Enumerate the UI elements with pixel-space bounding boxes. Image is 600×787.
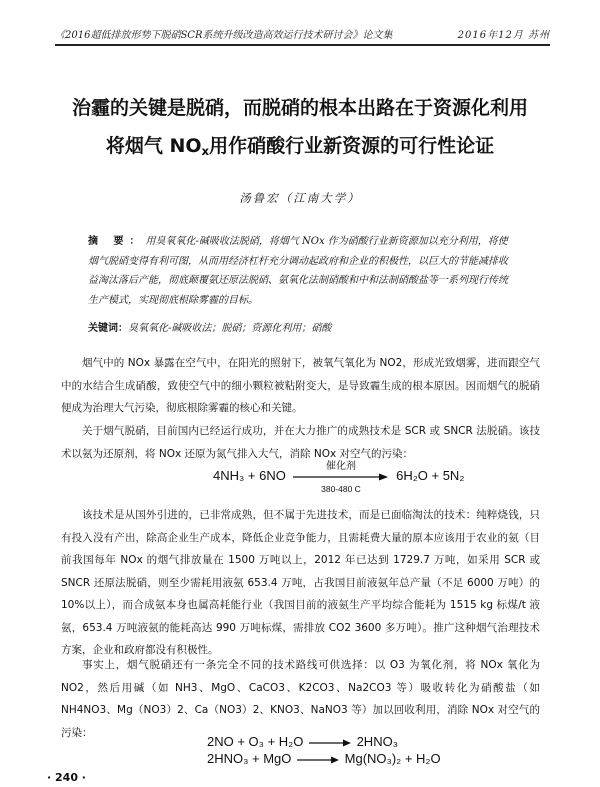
eq1-catalyst: 催化剂 — [325, 460, 356, 472]
body-paragraph-1: 烟气中的 NOx 暴露在空气中，在阳光的照射下，被氧气氧化为 NO2，形成光致烟雾，进而跟空气中的水结合生成硝酸，致使空气中的细小颗粒被粘附变大，是导致霾生成的根本原因。因而烟气的脱硝便成为治理大气污染，彻底根除雾霾的核心和关键。 — [61, 357, 540, 414]
equation-ozone-oxidation — [207, 734, 398, 749]
paper-title-line1: 治霾的关键是脱硝，而脱硝的根本出路在于资源化利用 — [71, 97, 528, 119]
eq3-reactants: 2HNO₃ + MgO — [207, 751, 292, 766]
eq2-products: 2HNO₃ — [356, 734, 398, 749]
eq3-products: Mg(NO₃)₂ + H₂O — [344, 751, 441, 766]
running-header — [55, 26, 550, 46]
abstract-label: 摘 要： — [88, 236, 146, 247]
eq1-reactants: 4NH₃ + 6NO — [213, 468, 286, 483]
title-line2-post: 用作硝酸行业新资源的可行性论证 — [209, 135, 495, 157]
page-number: · 240 · — [47, 771, 86, 784]
keywords — [88, 319, 528, 334]
abstract — [88, 232, 515, 310]
abstract-text: 用臭氧氧化-碱吸收法脱硝，将烟气 NOx 作为硝酸行业新资源加以充分利用，将使烟气脱硝变得有利可图，从而用经济杠杆充分调动起政府和企业的积极性，以巨大的节能减排收益淘汰落后产能，彻底颠覆氨还原法脱硝、氨氧化法制硝酸和中和法制硝酸盐等一系列现行传统生产模式，实现彻底根除雾霾的目标。 — [88, 236, 508, 306]
eq1-products: 6H₂O + 5N₂ — [396, 468, 465, 483]
keywords-label: 关键词： — [88, 323, 128, 334]
equation-scr — [213, 460, 465, 494]
author-affiliation: 汤鲁宏（江南大学） — [239, 191, 361, 205]
reaction-arrow-icon — [309, 739, 351, 747]
reaction-arrow-icon — [297, 756, 339, 764]
header-date: 2016年12月 苏州 — [457, 30, 550, 41]
body-paragraph-3: 该技术是从国外引进的，已非常成熟，但不属于先进技术，而是已面临淘汰的技术：纯粹烧钱，只有投入没有产出，除高企业生产成本，降低企业竞争能力，且需耗费大量的原本应该用于农业的氨（目前我国每年 NOx 的烟气排放量在 1500 万吨以上，2012 年已达到 1729.7 万吨，如采用 SCR 或 SNCR 还原法脱硝，则至少需耗用液氨 653.4 万吨，占我国目前液氨年总产量（不足 6000 万吨）的 10%以上），而合成氨本身也属高耗能行业（我国目前的液氨生产平均综合能耗为 1515 kg 标煤/t 液氨，653.4 万吨液氨的能耗高达 990 万吨标煤，需排放 CO2 3600 多万吨）。推广这种烟气治理技术方案，企业和政府都没有积极性。 — [61, 509, 540, 656]
reaction-arrow-icon — [293, 473, 388, 481]
body-paragraph-2: 关于烟气脱硝，目前国内已经运行成功，并在大力推广的成熟技术是 SCR 或 SNCR 法脱硝。该技术以氨为还原剂，将 NOx 还原为氮气排入大气，消除 NOx 对空气的污染： — [61, 425, 540, 460]
eq1-temperature: 380-480 C — [321, 483, 361, 494]
title-line2-sub: x — [201, 143, 210, 158]
eq2-reactants: 2NO + O₃ + H₂O — [207, 734, 304, 749]
header-proceedings: 《2016超低排放形势下脱硝SCR系统升级改造高效运行技术研讨会》论文集 — [55, 30, 393, 41]
equation-mgo-absorption — [207, 751, 441, 766]
keywords-text: 臭氧氧化-碱吸收法；脱硝；资源化利用；硝酸 — [128, 323, 332, 334]
eq1-arrow — [293, 460, 388, 494]
title-line2-pre: 将烟气 NO — [105, 135, 202, 157]
paper-title-line2 — [50, 131, 550, 158]
body-paragraph-4: 事实上，烟气脱硝还有一条完全不同的技术路线可供选择：以 O3 为氧化剂，将 NOx 氧化为 NO2，然后用碱（如 NH3、MgO、CaCO3、K2CO3、Na2CO3 等）吸收转化为硝酸盐（如 NH4NO3、Mg（NO3）2、Ca（NO3）2、KNO3、NaNO3 等）加以回收利用，消除 NOx 对空气的污染： — [61, 659, 540, 739]
